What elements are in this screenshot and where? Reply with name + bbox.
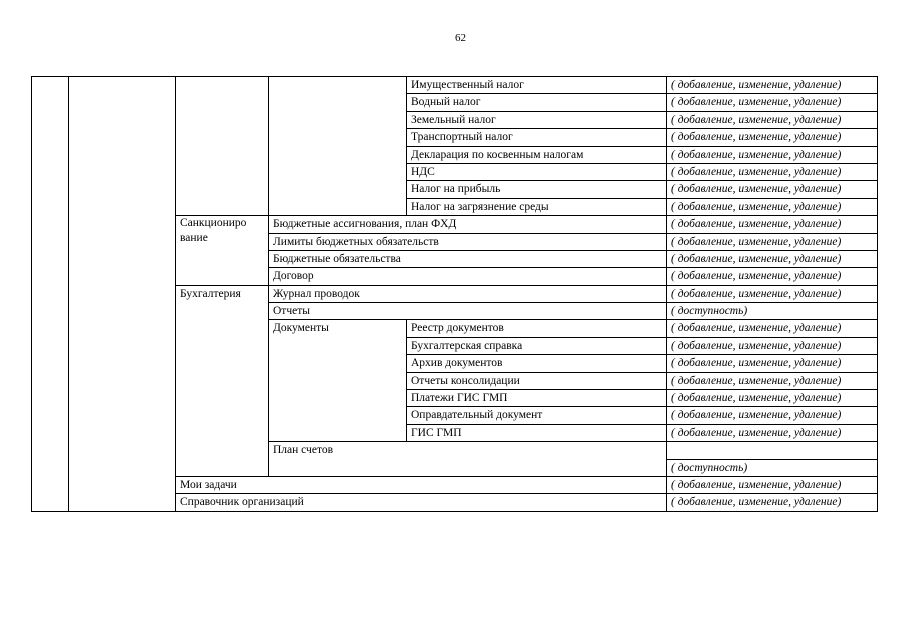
- document-name: Бухгалтерская справка: [407, 337, 667, 354]
- table-cell: [176, 77, 269, 216]
- item-name: Бюджетные обязательства: [269, 250, 667, 267]
- access-rights: ( добавление, изменение, удаление): [667, 163, 878, 180]
- document-name: Архив документов: [407, 355, 667, 372]
- access-rights: ( добавление, изменение, удаление): [667, 198, 878, 215]
- section-label-accounting: Бухгалтерия: [176, 285, 269, 476]
- access-rights: ( добавление, изменение, удаление): [667, 129, 878, 146]
- access-rights: ( добавление, изменение, удаление): [667, 285, 878, 302]
- access-rights: ( добавление, изменение, удаление): [667, 146, 878, 163]
- table-cell: [667, 442, 878, 459]
- table-row: [32, 77, 878, 94]
- document-name: Реестр документов: [407, 320, 667, 337]
- access-rights: ( добавление, изменение, удаление): [667, 250, 878, 267]
- tax-name: Декларация по косвенным налогам: [407, 146, 667, 163]
- tax-name: НДС: [407, 163, 667, 180]
- access-rights: ( доступность): [667, 459, 878, 476]
- document-name: Отчеты консолидации: [407, 372, 667, 389]
- item-name: Мои задачи: [176, 476, 667, 493]
- access-rights: ( добавление, изменение, удаление): [667, 355, 878, 372]
- access-rights: ( доступность): [667, 303, 878, 320]
- item-name: Отчеты: [269, 303, 667, 320]
- access-rights: ( добавление, изменение, удаление): [667, 320, 878, 337]
- item-name: Договор: [269, 268, 667, 285]
- access-rights: ( добавление, изменение, удаление): [667, 216, 878, 233]
- document-name: Оправдательный документ: [407, 407, 667, 424]
- access-rights: ( добавление, изменение, удаление): [667, 337, 878, 354]
- item-name: План счетов: [269, 442, 667, 477]
- table-cell: [32, 77, 69, 512]
- access-rights: ( добавление, изменение, удаление): [667, 372, 878, 389]
- table-cell: [69, 77, 176, 512]
- access-rights: ( добавление, изменение, удаление): [667, 390, 878, 407]
- access-rights: ( добавление, изменение, удаление): [667, 94, 878, 111]
- page-number: 62: [455, 32, 466, 44]
- access-rights: ( добавление, изменение, удаление): [667, 233, 878, 250]
- permissions-table: [31, 76, 878, 512]
- item-name: Лимиты бюджетных обязательств: [269, 233, 667, 250]
- document-name: ГИС ГМП: [407, 424, 667, 441]
- item-name: Справочник организаций: [176, 494, 667, 511]
- item-name: Журнал проводок: [269, 285, 667, 302]
- item-name: Бюджетные ассигнования, план ФХД: [269, 216, 667, 233]
- access-rights: ( добавление, изменение, удаление): [667, 476, 878, 493]
- tax-name: Водный налог: [407, 94, 667, 111]
- tax-name: Земельный налог: [407, 111, 667, 128]
- tax-name: Транспортный налог: [407, 129, 667, 146]
- tax-name: Налог на прибыль: [407, 181, 667, 198]
- tax-name: Налог на загрязнение среды: [407, 198, 667, 215]
- access-rights: ( добавление, изменение, удаление): [667, 268, 878, 285]
- access-rights: ( добавление, изменение, удаление): [667, 494, 878, 511]
- section-label-sanction: Санкциониро вание: [176, 216, 269, 286]
- access-rights: ( добавление, изменение, удаление): [667, 77, 878, 94]
- access-rights: ( добавление, изменение, удаление): [667, 424, 878, 441]
- document-name: Платежи ГИС ГМП: [407, 390, 667, 407]
- tax-name: Имущественный налог: [407, 77, 667, 94]
- access-rights: ( добавление, изменение, удаление): [667, 181, 878, 198]
- access-rights: ( добавление, изменение, удаление): [667, 111, 878, 128]
- section-label-documents: Документы: [269, 320, 407, 442]
- access-rights: ( добавление, изменение, удаление): [667, 407, 878, 424]
- table-cell: [269, 77, 407, 216]
